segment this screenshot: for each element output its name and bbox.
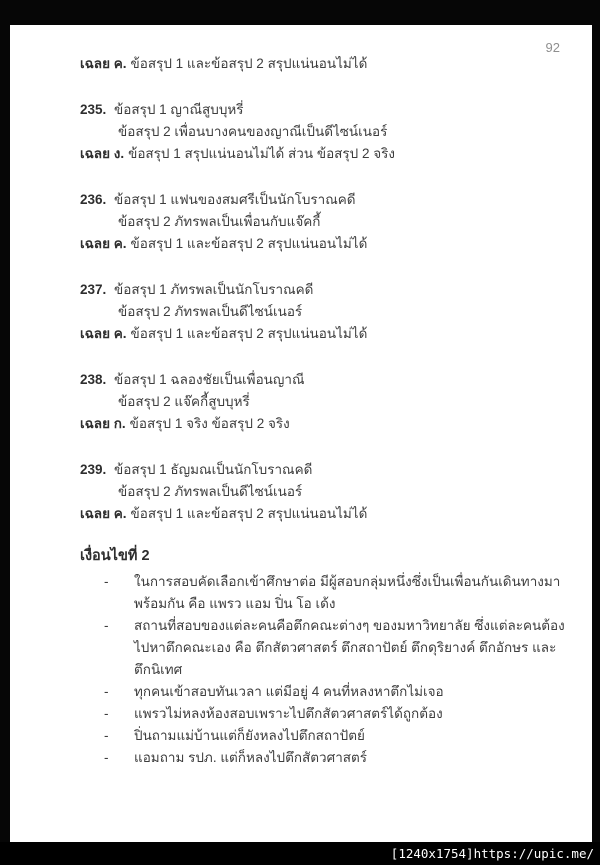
- list-item-text: ทุกคนเข้าสอบทันเวลา แต่มีอยู่ 4 คนที่หลงหาตึกไม่เจอ: [134, 684, 444, 699]
- document-page: [10, 25, 592, 842]
- question-block-235: [80, 99, 568, 165]
- answer-prefix: เฉลย ค.: [80, 56, 127, 71]
- question-statement-1: ข้อสรุป 1 ฉลองชัยเป็นเพื่อนญาณี: [114, 372, 305, 387]
- page-number: 92: [545, 40, 560, 55]
- question-block-238: [80, 369, 568, 435]
- answer-line-intro: [80, 53, 568, 75]
- list-item: [80, 681, 568, 703]
- list-item-text: แอมถาม รปภ. แต่ก็หลงไปตึกสัตวศาสตร์: [134, 750, 368, 765]
- list-item-text: แพรวไม่หลงห้องสอบเพราะไปตึกสัตวศาสตร์ได้ถูกต้อง: [134, 706, 443, 721]
- answer-prefix: เฉลย ก.: [80, 416, 126, 431]
- question-statement-2: ข้อสรุป 2 เพื่อนบางคนของญาณีเป็นดีไซน์เนอร์: [118, 124, 388, 139]
- answer-line: [80, 233, 568, 255]
- question-number: 238.: [80, 372, 107, 387]
- bullet-dash: -: [104, 728, 109, 743]
- question-statement-1: ข้อสรุป 1 ภัทรพลเป็นนักโบราณคดี: [114, 282, 314, 297]
- list-item-text: ในการสอบคัดเลือกเข้าศึกษาต่อ มีผู้สอบกลุ่มหนึ่งซึ่งเป็นเพื่อนกันเดินทางมาพร้อมกัน คือ แพรว แอม ปิ่น โอ เด้ง: [134, 574, 561, 611]
- answer-text: ข้อสรุป 1 และข้อสรุป 2 สรุปแน่นอนไม่ได้: [130, 506, 368, 521]
- list-item: [80, 615, 568, 681]
- bullet-dash: -: [104, 574, 109, 589]
- bullet-dash: -: [104, 684, 109, 699]
- question-block-239: [80, 459, 568, 525]
- list-item-text: ปิ่นถามแม่บ้านแต่ก็ยังหลงไปตึกสถาปัตย์: [134, 728, 365, 743]
- list-item: [80, 725, 568, 747]
- watermark-text: [1240x1754]https://upic.me/: [390, 846, 594, 861]
- question-statement-2: ข้อสรุป 2 ภัทรพลเป็นดีไซน์เนอร์: [118, 304, 303, 319]
- answer-prefix: เฉลย ค.: [80, 236, 127, 251]
- bullet-dash: -: [104, 706, 109, 721]
- answer-line: [80, 413, 568, 435]
- question-block-237: [80, 279, 568, 345]
- answer-text: ข้อสรุป 1 สรุปแน่นอนไม่ได้ ส่วน ข้อสรุป 2 จริง: [128, 146, 396, 161]
- answer-prefix: เฉลย ค.: [80, 326, 127, 341]
- question-statement-2: ข้อสรุป 2 แจ๊คกี้สูบบุหรี่: [118, 394, 250, 409]
- page-content: [80, 53, 568, 769]
- question-statement-2: ข้อสรุป 2 ภัทรพลเป็นเพื่อนกับแจ๊คกี้: [118, 214, 321, 229]
- list-item: [80, 747, 568, 769]
- question-number: 239.: [80, 462, 107, 477]
- question-statement-1: ข้อสรุป 1 ญาณีสูบบุหรี่: [114, 102, 244, 117]
- answer-prefix: เฉลย ง.: [80, 146, 125, 161]
- question-statement-1: ข้อสรุป 1 ธัญมณเป็นนักโบราณคดี: [114, 462, 313, 477]
- answer-text: ข้อสรุป 1 และข้อสรุป 2 สรุปแน่นอนไม่ได้: [130, 236, 368, 251]
- answer-text: ข้อสรุป 1 และข้อสรุป 2 สรุปแน่นอนไม่ได้: [130, 56, 368, 71]
- question-block-236: [80, 189, 568, 255]
- bullet-dash: -: [104, 618, 109, 633]
- answer-text: ข้อสรุป 1 และข้อสรุป 2 สรุปแน่นอนไม่ได้: [130, 326, 368, 341]
- watermark-bar: [0, 842, 600, 865]
- list-item: [80, 571, 568, 615]
- list-item-text: สถานที่สอบของแต่ละคนคือตึกคณะต่างๆ ของมหาวิทยาลัย ซึ่งแต่ละคนต้องไปหาตึกคณะเอง คือ ตึกสัตวศาสตร์ ตึกสถาปัตย์ ตึกดุริยางค์ ตึกอักษร และตึกนิเทศ: [134, 618, 565, 677]
- conditions-list: [80, 571, 568, 769]
- question-number: 236.: [80, 192, 107, 207]
- question-number: 237.: [80, 282, 107, 297]
- question-statement-2: ข้อสรุป 2 ภัทรพลเป็นดีไซน์เนอร์: [118, 484, 303, 499]
- answer-text: ข้อสรุป 1 จริง ข้อสรุป 2 จริง: [129, 416, 290, 431]
- section-heading: เงื่อนไขที่ 2: [80, 548, 150, 564]
- answer-line: [80, 323, 568, 345]
- answer-line: [80, 143, 568, 165]
- list-item: [80, 703, 568, 725]
- answer-line: [80, 503, 568, 525]
- question-statement-1: ข้อสรุป 1 แฟนของสมศรีเป็นนักโบราณคดี: [114, 192, 356, 207]
- question-number: 235.: [80, 102, 107, 117]
- answer-prefix: เฉลย ค.: [80, 506, 127, 521]
- bullet-dash: -: [104, 750, 109, 765]
